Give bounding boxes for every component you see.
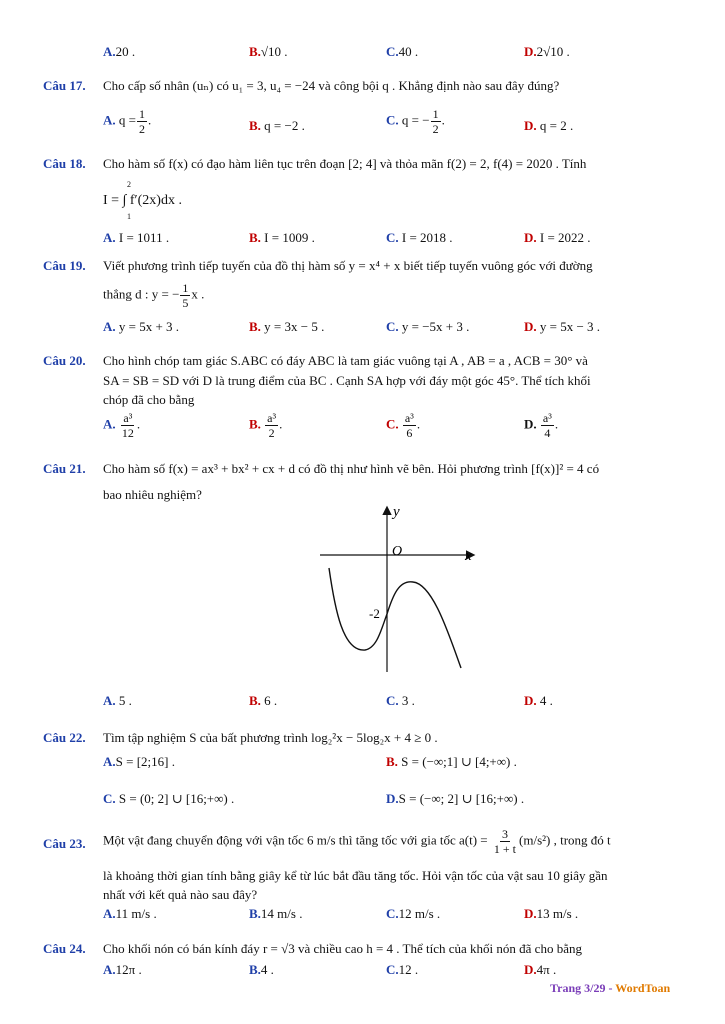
page-number: Trang 3/29 <box>550 981 606 995</box>
origin-label: O <box>392 544 403 559</box>
option-b: B. $\frac{\text{a³}}{2}$ . <box>249 411 283 440</box>
option-c: C. 3 . <box>386 693 415 708</box>
question-line-1: Cho hàm số f(x) = ax³ + bx² + cx + d có đồ thị như hình vẽ bên. Hỏi phương trình [f(x)]² = 4 có <box>103 461 600 476</box>
question-label: Câu 23. <box>43 836 86 851</box>
option-d: D. $\frac{\text{a³}}{4}$ . <box>524 411 559 440</box>
option-b: B.4 . <box>249 962 274 977</box>
question-line-2: SA = SB = SD với D là trung điểm của BC . Cạnh SA hợp với đáy một góc 45°. Thể tích khối <box>103 373 591 388</box>
question-label: Câu 18. <box>43 156 86 171</box>
option-c: C.40 . <box>386 44 419 59</box>
question-text: Cho khối nón có bán kính đáy r = √3 và chiều cao h = 4 . Thể tích của khối nón đã cho bằng <box>103 941 582 956</box>
integral-upper-bound: 2 <box>127 180 131 189</box>
question-label: Câu 22. <box>43 730 86 745</box>
option-c: C. y = −5x + 3 . <box>386 319 470 334</box>
option-c: C.12 . <box>386 962 419 977</box>
question-label: Câu 20. <box>43 353 86 368</box>
option-a: A. q = $\frac{1}{2}$ . <box>103 107 152 136</box>
question-label: Câu 19. <box>43 258 86 273</box>
option-d: D.S = (−∞; 2] ∪ [16;+∞) . <box>386 791 525 806</box>
fraction: $\frac{\text{a³}}{4}$ <box>542 411 552 440</box>
option-d: D.4π . <box>524 962 557 977</box>
question-text: Tìm tập nghiệm S của bất phương trình log₂²x − 5log₂x + 4 ≥ 0 . <box>103 730 438 745</box>
fraction: $\frac{\text{a³}}{2}$ <box>267 411 277 440</box>
option-b: B. y = 3x − 5 . <box>249 319 325 334</box>
integral-lower-bound: 1 <box>127 212 131 221</box>
fraction: $\frac{1}{5}$ <box>182 281 189 310</box>
option-a: A.S = [2;16] . <box>103 754 175 769</box>
option-b: B.14 m/s . <box>249 906 303 921</box>
option-text: 20 . <box>115 44 136 59</box>
page-footer: Trang 3/29 - WordToan <box>550 981 671 995</box>
fraction: $\frac{3}{1 + t}$ <box>493 827 517 856</box>
option-a: A.11 m/s . <box>103 906 157 921</box>
option-b: B. S = (−∞;1] ∪ [4;+∞) . <box>386 754 517 769</box>
option-d: D. 4 . <box>524 693 553 708</box>
fraction: $\frac{1}{2}$ <box>432 107 439 136</box>
fraction: $\frac{\text{a³}}{12}$ <box>121 411 134 440</box>
question-text: Viết phương trình tiếp tuyến của đồ thị hàm số y = x⁴ + x biết tiếp tuyến vuông góc với đường <box>103 258 593 273</box>
option-c: C. q = − $\frac{1}{2}$ . <box>386 107 445 136</box>
question-text: Cho hàm số f(x) có đạo hàm liên tục trên đoạn [2; 4] và thỏa mãn f(2) = 2, f(4) = 2020 . Tính <box>103 156 587 171</box>
option-b: B. 6 . <box>249 693 278 708</box>
question-text: Cho cấp số nhân (uₙ) có u₁ = 3, u₄ = −24 và công bội q . Khẳng định nào sau đây đúng? <box>103 78 560 93</box>
question-label: Câu 21. <box>43 461 86 476</box>
option-b: B. q = −2 . <box>249 118 305 133</box>
x-axis-label: x <box>465 548 472 564</box>
function-curve <box>329 568 461 668</box>
option-a: A. 5 . <box>103 693 132 708</box>
option-d: D.2√10 . <box>524 44 570 59</box>
option-c: C. $\frac{\text{a³}}{6}$ . <box>386 411 421 440</box>
integral-expression: I = ∫ f′(2x)dx . <box>103 193 182 208</box>
option-c: C. I = 2018 . <box>386 230 453 245</box>
question-line-2: thẳng d : y = − $\frac{1}{5}$ x . <box>103 281 205 310</box>
option-c: C. S = (0; 2] ∪ [16;+∞) . <box>103 791 235 806</box>
cubic-function-graph <box>315 500 490 675</box>
y-axis-label: y <box>393 504 400 520</box>
option-a: A. I = 1011 . <box>103 230 170 245</box>
question-line-3: chóp đã cho bằng <box>103 392 195 407</box>
option-d: D. I = 2022 . <box>524 230 591 245</box>
option-a: A. y = 5x + 3 . <box>103 319 180 334</box>
option-b: B.√10 . <box>249 44 288 59</box>
question-line-1: Cho hình chóp tam giác S.ABC có đáy ABC là tam giác vuông tại A , AB = a , ACB = 30° và <box>103 353 588 368</box>
question-line-2: là khoảng thời gian tính bằng giây kể từ lúc bắt đầu tăng tốc. Hỏi vận tốc của vật sau 10 giây gần <box>103 868 608 883</box>
brand-name: WordToan <box>615 981 671 995</box>
question-label: Câu 17. <box>43 78 86 93</box>
option-d: D. q = 2 . <box>524 118 574 133</box>
question-label: Câu 24. <box>43 941 86 956</box>
top-options-row: A.20 . <box>103 44 136 59</box>
question-line-2: bao nhiêu nghiệm? <box>103 487 202 502</box>
question-line-3: nhất với kết quả nào sau đây? <box>103 887 258 902</box>
option-a: A. $\frac{\text{a³}}{12}$ . <box>103 411 141 440</box>
option-a: A.12π . <box>103 962 142 977</box>
option-c: C.12 m/s . <box>386 906 441 921</box>
question-line-1: Một vật đang chuyển động với vận tốc 6 m/s thì tăng tốc với gia tốc a(t) = $\frac{3}{1 + t}$ (m/s²) , trong đó t <box>103 827 611 856</box>
option-d: D. y = 5x − 3 . <box>524 319 601 334</box>
value-label: -2 <box>369 606 380 621</box>
option-d: D.13 m/s . <box>524 906 579 921</box>
fraction: $\frac{\text{a³}}{6}$ <box>404 411 414 440</box>
fraction: $\frac{1}{2}$ <box>138 107 145 136</box>
option-b: B. I = 1009 . <box>249 230 315 245</box>
